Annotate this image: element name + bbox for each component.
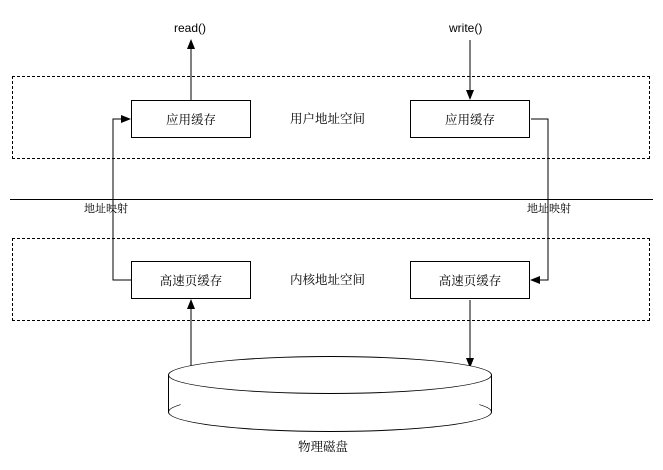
app-cache-write-box: 应用缓存	[410, 100, 530, 138]
arrow-appcache-to-pagecache-write	[531, 119, 548, 280]
page-cache-read-box: 高速页缓存	[131, 261, 251, 299]
arrow-pagecache-to-appcache-read	[113, 119, 131, 280]
mapping-label-right: 地址映射	[527, 202, 571, 215]
mapping-label-left: 地址映射	[84, 202, 128, 215]
read-call-label: read()	[174, 21, 207, 35]
page-cache-write-box: 高速页缓存	[410, 261, 530, 299]
physical-disk-label: 物理磁盘	[298, 439, 349, 454]
app-cache-read-box: 应用缓存	[131, 100, 251, 138]
write-call-label: write()	[449, 21, 483, 35]
user-space-label: 用户地址空间	[290, 111, 366, 126]
kernel-space-label: 内核地址空间	[290, 272, 366, 287]
